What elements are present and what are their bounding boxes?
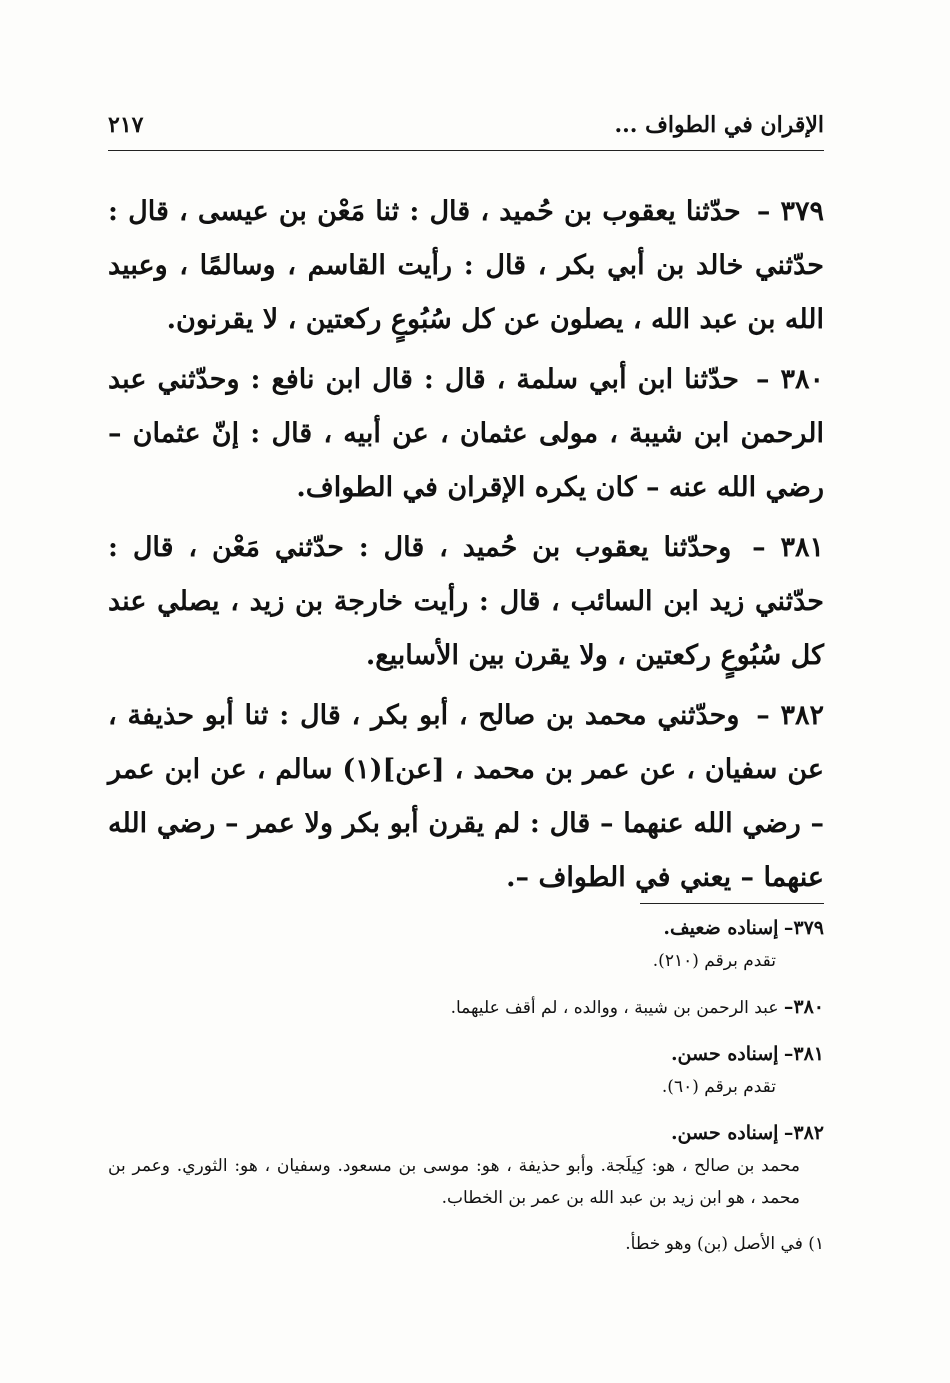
- note-reference: تقدم برقم (٢١٠).: [652, 951, 776, 971]
- hadith-380: [108, 353, 824, 515]
- hadith-379: [108, 185, 824, 347]
- note-heading: إسناده حسن.: [670, 1122, 779, 1144]
- note-heading: إسناده ضعيف.: [663, 917, 779, 939]
- running-header: [108, 108, 824, 144]
- hadith-number: ٣٧٩ –: [756, 196, 824, 227]
- main-text: [108, 185, 824, 911]
- chapter-title: الإقران في الطواف ...: [614, 112, 824, 138]
- note-number: ٣٨٠–: [783, 996, 824, 1018]
- header-divider: [108, 150, 824, 151]
- hadith-number: ٣٨١ –: [752, 532, 825, 563]
- hadith-text: وحدّثنا يعقوب بن حُميد ، قال : حدّثني مَعْن ، قال : حدّثني زيد ابن السائب ، قال : رأيت خارجة بن زيد ، يصلي عند كل سُبُوعٍ ركعتين ، ولا يقرن بين الأسابيع.: [108, 532, 824, 671]
- hadith-number: ٣٨٠ –: [755, 364, 825, 395]
- footnote-1: ١) في الأصل (بن) وهو خطأ.: [625, 1234, 824, 1254]
- hadith-number: ٣٨٢ –: [756, 700, 825, 731]
- page-number: ٢١٧: [108, 112, 144, 138]
- hadith-text: حدّثنا ابن أبي سلمة ، قال : قال ابن نافع : وحدّثني عبد الرحمن ابن شيبة ، مولى عثمان ، عن أبيه ، قال : إنّ عثمان – رضي الله عنه – كان يكره الإقران في الطواف.: [108, 364, 824, 503]
- hadith-text: حدّثنا يعقوب بن حُميد ، قال : ثنا مَعْن بن عيسى ، قال : حدّثني خالد بن أبي بكر ، قال : رأيت القاسم ، وسالمًا ، وعبيد الله بن عبد الله ، يصلون عن كل سُبُوعٍ ركعتين ، لا يقرنون.: [108, 196, 824, 335]
- hadith-382: [108, 689, 824, 905]
- note-380: [108, 991, 824, 1024]
- hadith-381: [108, 521, 824, 683]
- note-heading: عبد الرحمن بن شيبة ، ووالده ، لم أقف عليهما.: [450, 998, 779, 1018]
- hadith-text: وحدّثني محمد بن صالح ، أبو بكر ، قال : ثنا أبو حذيفة ، عن سفيان ، عن عمر بن محمد ، [عن](١) سالم ، عن ابن عمر – رضي الله عنهما – قال : لم يقرن أبو بكر ولا عمر – رضي الله عنهما – يعني في الطواف –.: [108, 700, 824, 893]
- footnote-divider: [640, 903, 824, 904]
- note-382: [108, 1117, 824, 1214]
- note-379: [108, 912, 824, 977]
- note-number: ٣٨٢–: [783, 1122, 824, 1144]
- note-reference: تقدم برقم (٦٠).: [661, 1077, 776, 1097]
- note-number: ٣٨١–: [783, 1043, 824, 1065]
- note-381: [108, 1038, 824, 1103]
- note-explanation: محمد بن صالح ، هو: كِيلَجة. وأبو حذيفة ، هو: موسى بن مسعود. وسفيان ، هو: الثوري. وعمر بن محمد ، هو ابن زيد بن عبد الله بن عمر بن الخطاب.: [108, 1156, 800, 1208]
- note-number: ٣٧٩–: [783, 917, 824, 939]
- commentary-notes: [108, 912, 824, 1260]
- note-heading: إسناده حسن.: [670, 1043, 779, 1065]
